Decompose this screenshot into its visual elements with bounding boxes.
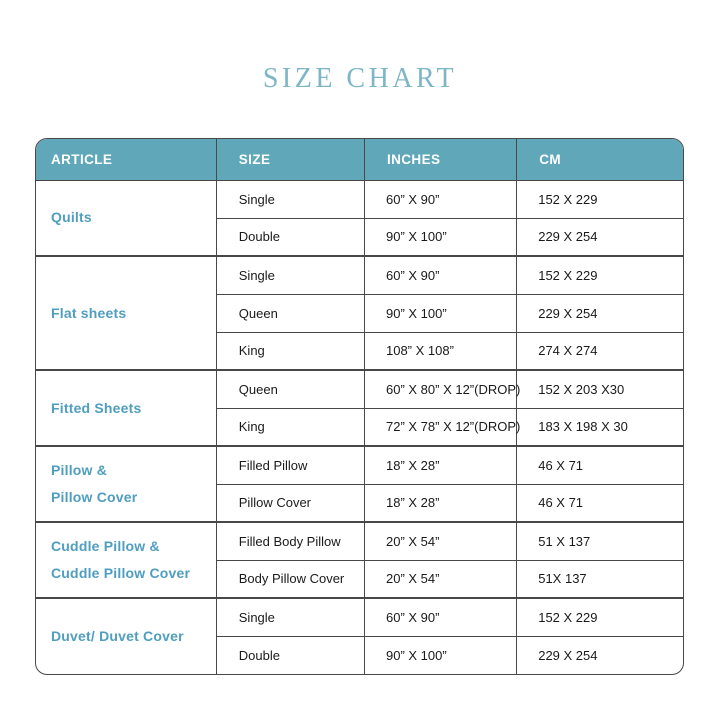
inches-cell: 72” X 78” X 12”(DROP) bbox=[364, 408, 516, 446]
cm-cell: 229 X 254 bbox=[517, 218, 683, 256]
article-cell bbox=[36, 522, 216, 598]
header-row bbox=[36, 139, 683, 180]
article-line: Duvet/ Duvet Cover bbox=[51, 628, 184, 644]
inches-cell: 60” X 90” bbox=[364, 256, 516, 294]
inches-cell: 90” X 100” bbox=[364, 294, 516, 332]
article-line: Quilts bbox=[51, 209, 92, 226]
size-cell: Pillow Cover bbox=[216, 484, 364, 522]
size-cell: Queen bbox=[216, 294, 364, 332]
size-cell: Single bbox=[216, 180, 364, 218]
cm-cell: 46 X 71 bbox=[517, 484, 683, 522]
cm-cell: 51 X 137 bbox=[517, 522, 683, 560]
table-row bbox=[36, 256, 683, 294]
cm-cell: 183 X 198 X 30 bbox=[517, 408, 683, 446]
inches-cell: 20” X 54” bbox=[364, 522, 516, 560]
size-cell: Body Pillow Cover bbox=[216, 560, 364, 598]
article-cell bbox=[36, 446, 216, 522]
inches-cell: 108” X 108” bbox=[364, 332, 516, 370]
inches-cell: 90” X 100” bbox=[364, 218, 516, 256]
article-cell bbox=[36, 598, 216, 674]
size-cell: Queen bbox=[216, 370, 364, 408]
inches-cell: 90” X 100” bbox=[364, 636, 516, 674]
article-line: Pillow & bbox=[51, 462, 108, 478]
inches-cell: 60” X 80” X 12”(DROP) bbox=[364, 370, 516, 408]
article-line: Flat sheets bbox=[51, 304, 127, 321]
article-line: Pillow Cover bbox=[51, 489, 138, 505]
size-cell: King bbox=[216, 408, 364, 446]
inches-cell: 18” X 28” bbox=[364, 484, 516, 522]
header-article: ARTICLE bbox=[36, 139, 216, 180]
size-cell: Single bbox=[216, 256, 364, 294]
article-cell bbox=[36, 370, 216, 446]
table-row bbox=[36, 180, 683, 218]
page-title: SIZE CHART bbox=[262, 63, 458, 94]
cm-cell: 46 X 71 bbox=[517, 446, 683, 484]
header-size: SIZE bbox=[216, 139, 364, 180]
size-cell: King bbox=[216, 332, 364, 370]
table-row bbox=[36, 370, 683, 408]
size-cell: Filled Pillow bbox=[216, 446, 364, 484]
cm-cell: 152 X 229 bbox=[517, 256, 683, 294]
inches-cell: 18” X 28” bbox=[364, 446, 516, 484]
cm-cell: 51X 137 bbox=[517, 560, 683, 598]
size-cell: Double bbox=[216, 218, 364, 256]
article-line: Cuddle Pillow Cover bbox=[51, 565, 191, 581]
cm-cell: 229 X 254 bbox=[517, 294, 683, 332]
inches-cell: 60” X 90” bbox=[364, 598, 516, 636]
article-line: Cuddle Pillow & bbox=[51, 538, 160, 554]
header-inches: INCHES bbox=[364, 139, 516, 180]
table-row bbox=[36, 598, 683, 636]
table-row bbox=[36, 446, 683, 484]
size-chart-table bbox=[35, 138, 684, 675]
article-cell bbox=[36, 180, 216, 256]
cm-cell: 152 X 229 bbox=[517, 180, 683, 218]
inches-cell: 60” X 90” bbox=[364, 180, 516, 218]
article-line: Fitted Sheets bbox=[51, 399, 142, 416]
size-cell: Single bbox=[216, 598, 364, 636]
size-cell: Filled Body Pillow bbox=[216, 522, 364, 560]
size-table bbox=[36, 139, 683, 674]
size-cell: Double bbox=[216, 636, 364, 674]
cm-cell: 229 X 254 bbox=[517, 636, 683, 674]
header-cm: CM bbox=[517, 139, 683, 180]
cm-cell: 274 X 274 bbox=[517, 332, 683, 370]
cm-cell: 152 X 229 bbox=[517, 598, 683, 636]
cm-cell: 152 X 203 X30 bbox=[517, 370, 683, 408]
article-cell bbox=[36, 256, 216, 370]
table-row bbox=[36, 522, 683, 560]
inches-cell: 20” X 54” bbox=[364, 560, 516, 598]
